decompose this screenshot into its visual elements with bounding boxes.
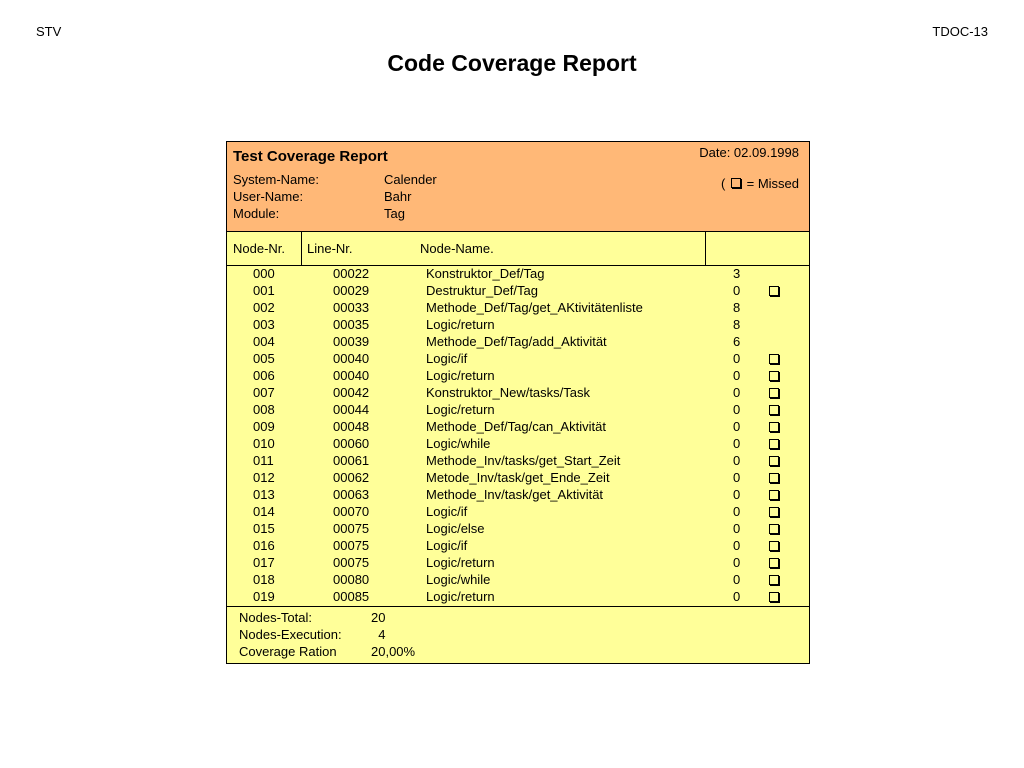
exec-count-cell: 3	[733, 266, 741, 281]
doc-left-label: STV	[36, 24, 62, 39]
summary-value: 20	[371, 610, 386, 625]
node-nr-cell: 003	[253, 317, 275, 332]
node-name-cell: Logic/while	[426, 572, 491, 587]
table-row	[227, 317, 809, 334]
line-nr-cell: 00080	[333, 572, 370, 587]
node-nr-cell: 014	[253, 504, 275, 519]
page-title: Code Coverage Report	[387, 50, 637, 76]
table-row	[227, 521, 809, 538]
node-name-cell: Konstruktor_Def/Tag	[426, 266, 545, 281]
node-name-cell: Konstruktor_New/tasks/Task	[426, 385, 591, 400]
node-name-cell: Methode_Def/Tag/get_AKtivitätenliste	[426, 300, 643, 315]
node-name-cell: Methode_Def/Tag/can_Aktivität	[426, 419, 606, 434]
missed-box-icon	[769, 490, 779, 500]
meta-value: Bahr	[384, 189, 412, 204]
missed-box-icon	[769, 371, 779, 381]
summary-value: 4	[371, 627, 386, 642]
missed-legend	[721, 176, 799, 191]
line-nr-cell: 00048	[333, 419, 370, 434]
line-nr-cell: 00040	[333, 351, 370, 366]
col-line-nr: Line-Nr.	[307, 241, 353, 256]
line-nr-cell: 00039	[333, 334, 370, 349]
column-headers	[227, 232, 809, 266]
table-row	[227, 589, 809, 606]
missed-box-icon	[769, 507, 779, 517]
node-nr-cell: 004	[253, 334, 275, 349]
missed-box-icon	[769, 524, 779, 534]
missed-box-icon	[769, 422, 779, 432]
meta-value: Tag	[384, 206, 405, 221]
node-nr-cell: 005	[253, 351, 275, 366]
line-nr-cell: 00061	[333, 453, 370, 468]
exec-count-cell: 0	[733, 555, 741, 570]
meta-key: Module:	[233, 206, 280, 221]
table-row	[227, 266, 809, 283]
exec-count-cell: 0	[733, 589, 741, 604]
missed-box-icon	[769, 456, 779, 466]
node-nr-cell: 013	[253, 487, 275, 502]
table-row	[227, 419, 809, 436]
exec-count-cell: 0	[733, 368, 741, 383]
node-name-cell: Methode_Inv/tasks/get_Start_Zeit	[426, 453, 621, 468]
line-nr-cell: 00085	[333, 589, 370, 604]
node-name-cell: Logic/return	[426, 317, 495, 332]
node-name-cell: Logic/return	[426, 368, 495, 383]
node-nr-cell: 018	[253, 572, 275, 587]
node-name-cell: Logic/else	[426, 521, 485, 536]
report-header	[227, 142, 809, 232]
line-nr-cell: 00044	[333, 402, 370, 417]
coverage-summary	[227, 606, 809, 664]
column-divider	[301, 232, 302, 266]
line-nr-cell: 00040	[333, 368, 370, 383]
table-row	[227, 572, 809, 589]
legend-paren: (	[721, 176, 726, 191]
node-nr-cell: 006	[253, 368, 275, 383]
missed-box-icon	[731, 178, 741, 188]
exec-count-cell: 0	[733, 453, 741, 468]
col-node-name: Node-Name.	[420, 241, 494, 256]
missed-box-icon	[769, 388, 779, 398]
table-row	[227, 368, 809, 385]
meta-value: Calender	[384, 172, 437, 187]
exec-count-cell: 0	[733, 538, 741, 553]
report-title: Test Coverage Report	[233, 148, 388, 165]
node-nr-cell: 007	[253, 385, 275, 400]
table-row	[227, 470, 809, 487]
doc-id-label: TDOC-13	[932, 24, 988, 39]
col-node-nr: Node-Nr.	[233, 241, 286, 256]
summary-key: Nodes-Execution:	[239, 627, 342, 642]
node-nr-cell: 012	[253, 470, 275, 485]
node-name-cell: Logic/if	[426, 504, 468, 519]
node-name-cell: Logic/return	[426, 555, 495, 570]
meta-key: System-Name:	[233, 172, 319, 187]
node-nr-cell: 016	[253, 538, 275, 553]
missed-box-icon	[769, 592, 779, 602]
exec-count-cell: 0	[733, 521, 741, 536]
table-row	[227, 300, 809, 317]
missed-box-icon	[769, 575, 779, 585]
node-nr-cell: 010	[253, 436, 275, 451]
missed-box-icon	[769, 286, 779, 296]
node-nr-cell: 001	[253, 283, 275, 298]
node-nr-cell: 011	[253, 453, 274, 468]
line-nr-cell: 00063	[333, 487, 370, 502]
meta-key: User-Name:	[233, 189, 304, 204]
line-nr-cell: 00022	[333, 266, 370, 281]
node-name-cell: Methode_Inv/task/get_Aktivität	[426, 487, 604, 502]
coverage-rows	[227, 266, 809, 606]
missed-box-icon	[769, 405, 779, 415]
table-row	[227, 334, 809, 351]
missed-box-icon	[769, 439, 779, 449]
line-nr-cell: 00029	[333, 283, 370, 298]
table-row	[227, 351, 809, 368]
exec-count-cell: 0	[733, 419, 741, 434]
node-nr-cell: 002	[253, 300, 275, 315]
column-divider	[705, 232, 706, 266]
line-nr-cell: 00042	[333, 385, 370, 400]
table-row	[227, 453, 809, 470]
exec-count-cell: 0	[733, 351, 741, 366]
exec-count-cell: 0	[733, 283, 741, 298]
node-name-cell: Logic/if	[426, 538, 468, 553]
node-name-cell: Logic/if	[426, 351, 468, 366]
report-date: Date: 02.09.1998	[699, 145, 799, 160]
node-nr-cell: 000	[253, 266, 275, 281]
line-nr-cell: 00075	[333, 538, 370, 553]
exec-count-cell: 0	[733, 385, 741, 400]
table-row	[227, 538, 809, 555]
table-row	[227, 436, 809, 453]
line-nr-cell: 00075	[333, 521, 370, 536]
node-nr-cell: 015	[253, 521, 275, 536]
line-nr-cell: 00035	[333, 317, 370, 332]
summary-key: Nodes-Total:	[239, 610, 312, 625]
exec-count-cell: 0	[733, 504, 741, 519]
exec-count-cell: 0	[733, 470, 741, 485]
table-row	[227, 385, 809, 402]
exec-count-cell: 8	[733, 300, 741, 315]
table-row	[227, 504, 809, 521]
line-nr-cell: 00062	[333, 470, 370, 485]
exec-count-cell: 0	[733, 436, 741, 451]
line-nr-cell: 00060	[333, 436, 370, 451]
line-nr-cell: 00075	[333, 555, 370, 570]
exec-count-cell: 6	[733, 334, 741, 349]
node-name-cell: Logic/return	[426, 589, 495, 604]
table-row	[227, 402, 809, 419]
line-nr-cell: 00033	[333, 300, 370, 315]
exec-count-cell: 0	[733, 402, 741, 417]
summary-value: 20,00%	[371, 644, 416, 659]
node-name-cell: Logic/return	[426, 402, 495, 417]
node-nr-cell: 017	[253, 555, 275, 570]
table-row	[227, 555, 809, 572]
node-name-cell: Metode_Inv/task/get_Ende_Zeit	[426, 470, 610, 485]
exec-count-cell: 0	[733, 572, 741, 587]
missed-box-icon	[769, 354, 779, 364]
missed-box-icon	[769, 558, 779, 568]
legend-text: = Missed	[746, 176, 799, 191]
table-row	[227, 487, 809, 504]
node-name-cell: Logic/while	[426, 436, 491, 451]
coverage-report	[226, 141, 810, 664]
exec-count-cell: 8	[733, 317, 741, 332]
node-nr-cell: 009	[253, 419, 275, 434]
node-name-cell: Destruktur_Def/Tag	[426, 283, 538, 298]
node-name-cell: Methode_Def/Tag/add_Aktivität	[426, 334, 607, 349]
exec-count-cell: 0	[733, 487, 741, 502]
line-nr-cell: 00070	[333, 504, 370, 519]
missed-box-icon	[769, 473, 779, 483]
missed-box-icon	[769, 541, 779, 551]
table-row	[227, 283, 809, 300]
node-nr-cell: 008	[253, 402, 275, 417]
summary-key: Coverage Ration	[239, 644, 337, 659]
node-nr-cell: 019	[253, 589, 275, 604]
